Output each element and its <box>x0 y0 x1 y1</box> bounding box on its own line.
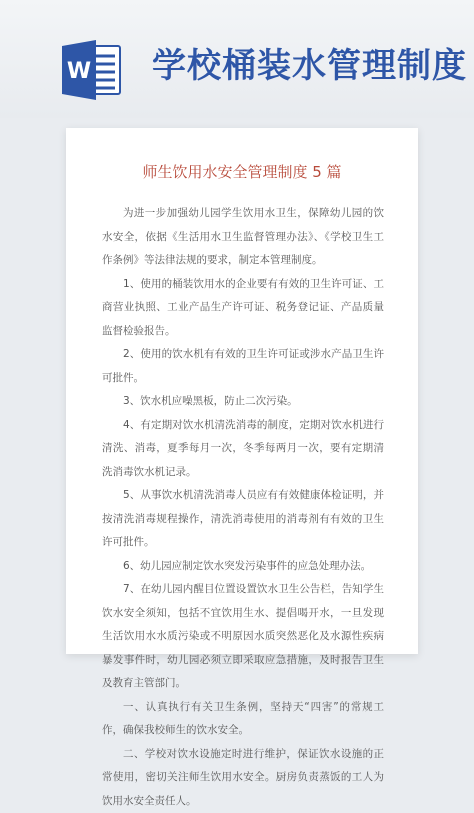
paragraph: 7、在幼儿园内醒目位置设置饮水卫生公告栏，告知学生饮水安全须知，包括不宜饮用生水、提倡喝开水，一旦发现生活饮用水水质污染或不明原因水质突然恶化及水源性疾病暴发事件时，幼儿园必须立即采取应急措施，及时报告卫生及教育主管部门。 <box>102 578 384 696</box>
header-banner <box>0 0 474 118</box>
paragraph: 5、从事饮水机清洗消毒人员应有有效健康体检证明，并按清洗消毒规程操作，清洗消毒使用的消毒剂有有效的卫生许可批件。 <box>102 484 384 555</box>
document-body <box>102 202 384 813</box>
paragraph: 2、使用的饮水机有有效的卫生许可证或涉水产品卫生许可批件。 <box>102 343 384 390</box>
paragraph: 3、饮水机应噪黑板，防止二次污染。 <box>102 390 384 414</box>
document-title: 师生饮用水安全管理制度 5 篇 <box>66 162 418 182</box>
word-logo-letter: W <box>67 59 91 84</box>
paragraph: 二、学校对饮水设施定时进行维护，保证饮水设施的正常使用，密切关注师生饮用水安全。厨房负责蒸饭的工人为饮用水安全责任人。 <box>102 743 384 813</box>
word-icon <box>60 40 122 100</box>
paragraph: 4、有定期对饮水机清洗消毒的制度，定期对饮水机进行清洗、消毒，夏季每月一次，冬季每两月一次，要有定期清洗消毒饮水机记录。 <box>102 414 384 485</box>
paragraph: 为进一步加强幼儿园学生饮用水卫生，保障幼儿园的饮水安全，依据《生活用水卫生监督管理办法》、《学校卫生工作条例》等法律法规的要求，制定本管理制度。 <box>102 202 384 273</box>
document-page <box>66 128 418 654</box>
paragraph: 6、幼儿园应制定饮水突发污染事件的应急处理办法。 <box>102 555 384 579</box>
paragraph: 1、使用的桶装饮用水的企业要有有效的卫生许可证、工商营业执照、工业产品生产许可证、税务登记证、产品质量监督检验报告。 <box>102 273 384 344</box>
banner-title: 学校桶装水管理制度 <box>152 44 467 88</box>
paragraph: 一、认真执行有关卫生条例，坚持天“四害”的常规工作，确保我校师生的饮水安全。 <box>102 696 384 743</box>
